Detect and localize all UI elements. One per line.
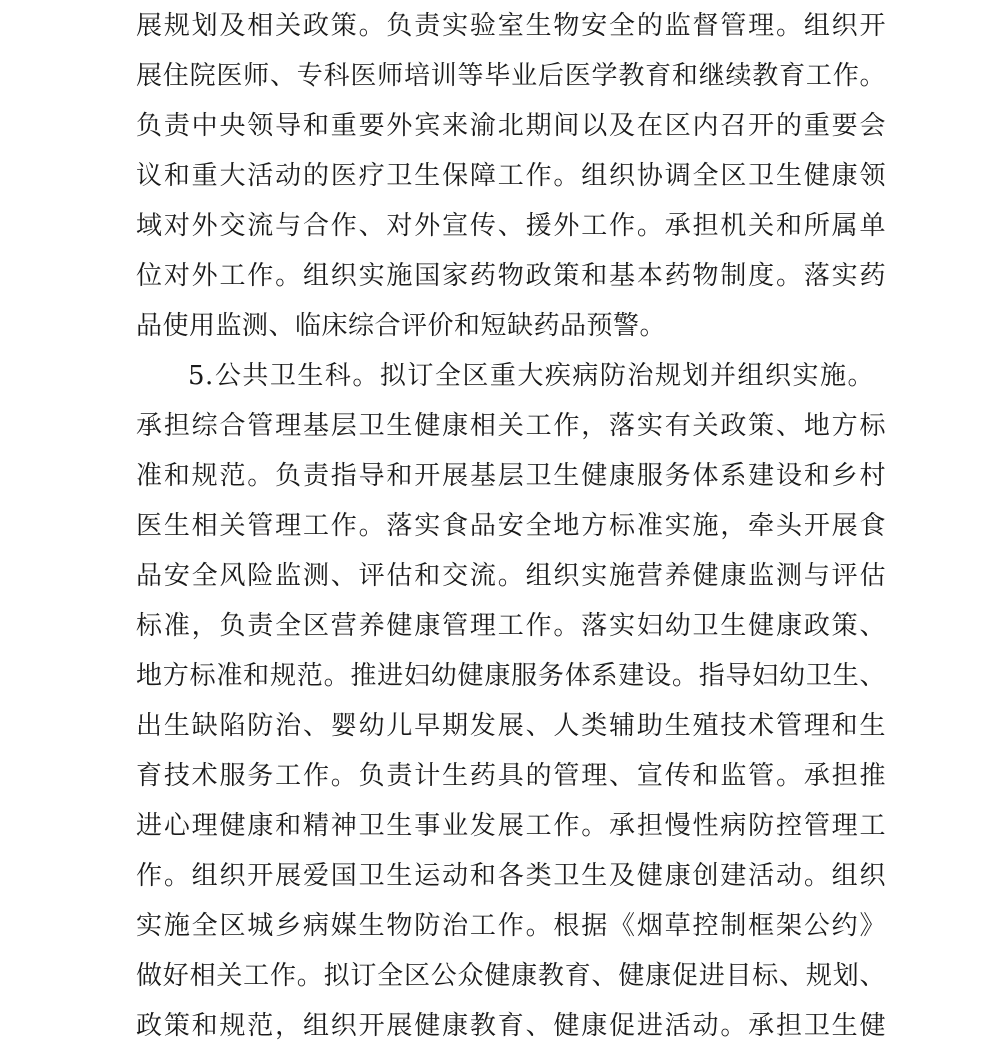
text-line: 承担综合管理基层卫生健康相关工作，落实有关政策、地方标 xyxy=(136,411,886,441)
text-line: 进心理健康和精神卫生事业发展工作。承担慢性病防控管理工 xyxy=(136,811,886,841)
text-line: 地方标准和规范。推进妇幼健康服务体系建设。指导妇幼卫生、 xyxy=(136,661,886,691)
text-line: 品使用监测、临床综合评价和短缺药品预警。 xyxy=(136,311,667,341)
text-line: 展规划及相关政策。负责实验室生物安全的监督管理。组织开 xyxy=(136,11,886,41)
text-line: 医生相关管理工作。落实食品安全地方标准实施，牵头开展食 xyxy=(136,511,886,541)
text-line: 标准，负责全区营养健康管理工作。落实妇幼卫生健康政策、 xyxy=(136,611,886,641)
text-line: 育技术服务工作。负责计生药具的管理、宣传和监管。承担推 xyxy=(136,761,886,791)
text-line: 政策和规范，组织开展健康教育、健康促进活动。承担卫生健 xyxy=(136,1011,886,1041)
text-line: 域对外交流与合作、对外宣传、援外工作。承担机关和所属单 xyxy=(136,211,886,241)
text-line: 品安全风险监测、评估和交流。组织实施营养健康监测与评估 xyxy=(136,561,886,591)
text-line: 实施全区城乡病媒生物防治工作。根据《烟草控制框架公约》 xyxy=(136,911,886,941)
text-line: 出生缺陷防治、婴幼儿早期发展、人类辅助生殖技术管理和生 xyxy=(136,711,886,741)
text-line: 展住院医师、专科医师培训等毕业后医学教育和继续教育工作。 xyxy=(136,61,886,91)
text-line: 准和规范。负责指导和开展基层卫生健康服务体系建设和乡村 xyxy=(136,461,886,491)
text-line: 位对外工作。组织实施国家药物政策和基本药物制度。落实药 xyxy=(136,261,886,291)
text-line: 议和重大活动的医疗卫生保障工作。组织协调全区卫生健康领 xyxy=(136,161,886,191)
section-heading-line: 5.公共卫生科。拟订全区重大疾病防治规划并组织实施。 xyxy=(188,361,874,391)
text-line: 做好相关工作。拟订全区公众健康教育、健康促进目标、规划、 xyxy=(136,961,886,991)
text-line: 作。组织开展爱国卫生运动和各类卫生及健康创建活动。组织 xyxy=(136,861,886,891)
text-line: 负责中央领导和重要外宾来渝北期间以及在区内召开的重要会 xyxy=(136,111,886,141)
